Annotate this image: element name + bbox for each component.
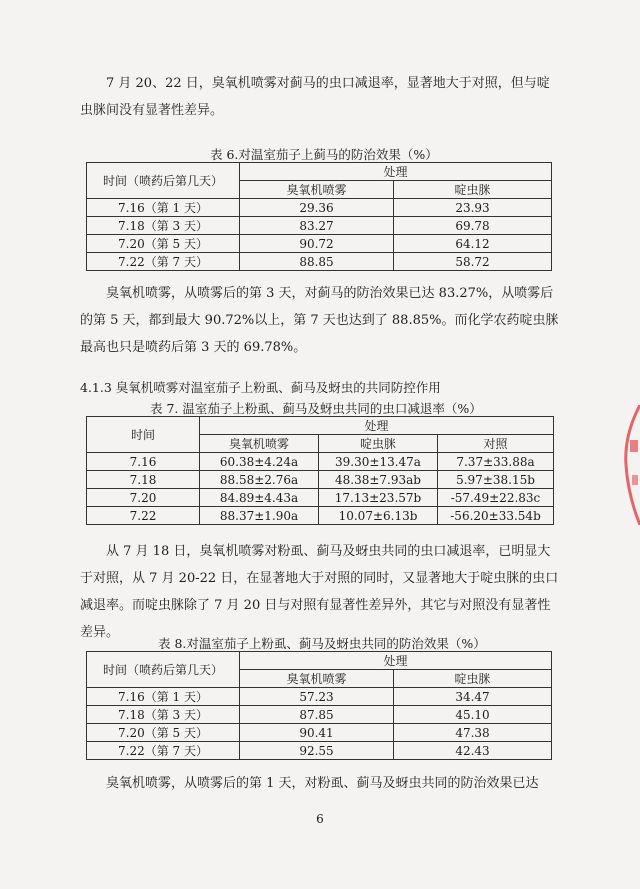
table8-cell: 87.85 — [240, 706, 394, 724]
table7-cell: 88.37±1.90a — [200, 507, 319, 525]
table7-cell: 5.97±38.15b — [438, 471, 554, 489]
table7-cell: 7.16 — [87, 453, 200, 471]
paragraph-3: 从 7 月 18 日，臭氧机喷雾对粉虱、蓟马及蚜虫共同的虫口减退率，已明显大于对照，从 7 月 20-22 日，在显著地大于对照的同时，又显著地大于啶虫脒的虫口减退率。而啶虫脒除了 7 月 20 日与对照有显著性差异外，其它与对照没有显著性差异。 — [80, 544, 559, 640]
table-row — [87, 453, 554, 471]
table7-cell: 7.22 — [87, 507, 200, 525]
table7-header-group: 处理 — [200, 417, 554, 435]
table7-col-control: 对照 — [438, 435, 554, 453]
table7-cell: -56.20±33.54b — [438, 507, 554, 525]
table8-cell: 47.38 — [394, 724, 552, 742]
table7-caption: 表 7. 温室茄子上粉虱、蓟马及蚜虫共同的虫口减退率（%） — [150, 401, 482, 416]
table6-cell: 90.72 — [240, 235, 394, 253]
table7-cell: 84.89±4.43a — [200, 489, 319, 507]
table8 — [86, 651, 552, 760]
table8-cell: 7.16（第 1 天） — [87, 688, 240, 706]
table7-cell: 88.58±2.76a — [200, 471, 319, 489]
paragraph-4: 臭氧机喷雾，从喷雾后的第 1 天，对粉虱、蓟马及蚜虫共同的防治效果已达 — [106, 776, 539, 791]
table6-header-group: 处理 — [240, 163, 552, 181]
table6-header-time: 时间（喷药后第几天） — [87, 163, 240, 199]
table-row — [87, 489, 554, 507]
table-row — [87, 724, 552, 742]
table-row — [87, 253, 552, 271]
table7-header-time: 时间 — [87, 417, 200, 453]
table7-cell: 10.07±6.13b — [319, 507, 438, 525]
table-row — [87, 706, 552, 724]
table8-cell: 57.23 — [240, 688, 394, 706]
table6-cell: 7.20（第 5 天） — [87, 235, 240, 253]
red-stamp-fragment — [620, 405, 640, 525]
section-heading: 4.1.3 臭氧机喷雾对温室茄子上粉虱、蓟马及蚜虫的共同防控作用 — [80, 380, 441, 395]
table8-cell: 42.43 — [394, 742, 552, 760]
table7-cell: 39.30±13.47a — [319, 453, 438, 471]
table6-cell: 7.22（第 7 天） — [87, 253, 240, 271]
table7 — [86, 416, 554, 525]
table6-cell: 29.36 — [240, 199, 394, 217]
page-number: 6 — [316, 812, 324, 826]
table8-col-acetamiprid: 啶虫脒 — [394, 670, 552, 688]
table7-col-ozone: 臭氧机喷雾 — [200, 435, 319, 453]
table8-cell: 45.10 — [394, 706, 552, 724]
table7-cell: 17.13±23.57b — [319, 489, 438, 507]
table-row — [87, 742, 552, 760]
table8-cell: 34.47 — [394, 688, 552, 706]
table8-cell: 7.18（第 3 天） — [87, 706, 240, 724]
table7-cell: 48.38±7.93ab — [319, 471, 438, 489]
table6-col-ozone: 臭氧机喷雾 — [240, 181, 394, 199]
table-row — [87, 235, 552, 253]
table7-cell: 7.20 — [87, 489, 200, 507]
table7-col-acetamiprid: 啶虫脒 — [319, 435, 438, 453]
table6-cell: 83.27 — [240, 217, 394, 235]
table7-cell: 60.38±4.24a — [200, 453, 319, 471]
table6-caption: 表 6.对温室茄子上蓟马的防治效果（%） — [210, 147, 438, 162]
table8-header-group: 处理 — [240, 652, 552, 670]
table8-cell: 7.22（第 7 天） — [87, 742, 240, 760]
table6-cell: 23.93 — [394, 199, 552, 217]
table8-header-time: 时间（喷药后第几天） — [87, 652, 240, 688]
paragraph-2: 臭氧机喷雾，从喷雾后的第 3 天，对蓟马的防治效果已达 83.27%，从喷雾后的第 5 天，都到最大 90.72%以上，第 7 天也达到了 88.85%。而化学农药啶虫脒最高也只是喷药后第 3 天的 69.78%。 — [80, 286, 559, 355]
table6-cell: 64.12 — [394, 235, 552, 253]
table7-cell: 7.18 — [87, 471, 200, 489]
table-row — [87, 217, 552, 235]
table8-col-ozone: 臭氧机喷雾 — [240, 670, 394, 688]
table-row — [87, 471, 554, 489]
table-row — [87, 199, 552, 217]
table-row — [87, 507, 554, 525]
table7-cell: -57.49±22.83c — [438, 489, 554, 507]
table6 — [86, 162, 552, 271]
table6-cell: 69.78 — [394, 217, 552, 235]
table6-col-acetamiprid: 啶虫脒 — [394, 181, 552, 199]
table8-caption: 表 8.对温室茄子上粉虱、蓟马及蚜虫共同的防治效果（%） — [158, 636, 486, 651]
table7-cell: 7.37±33.88a — [438, 453, 554, 471]
table6-cell: 88.85 — [240, 253, 394, 271]
table6-cell: 7.16（第 1 天） — [87, 199, 240, 217]
table8-cell: 90.41 — [240, 724, 394, 742]
paragraph-1: 7 月 20、22 日，臭氧机喷雾对蓟马的虫口减退率，显著地大于对照，但与啶虫脒间没有显著性差异。 — [80, 76, 550, 118]
table-row — [87, 688, 552, 706]
table6-cell: 7.18（第 3 天） — [87, 217, 240, 235]
table8-cell: 92.55 — [240, 742, 394, 760]
table6-cell: 58.72 — [394, 253, 552, 271]
table8-cell: 7.20（第 5 天） — [87, 724, 240, 742]
